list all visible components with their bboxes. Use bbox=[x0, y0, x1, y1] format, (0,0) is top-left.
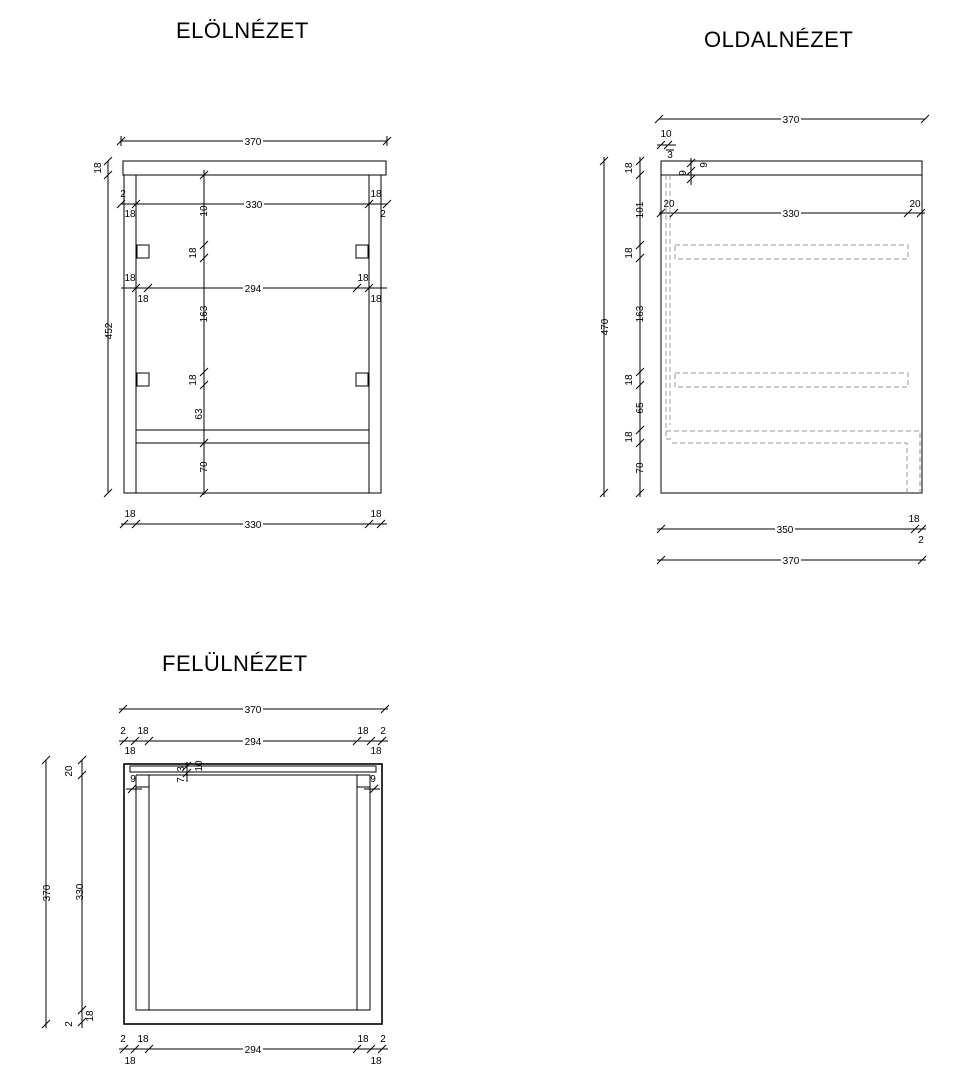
dim-label: 18 bbox=[188, 247, 199, 259]
dim-label: 18 bbox=[357, 726, 369, 737]
dim-label: 18 bbox=[624, 162, 635, 174]
top-view bbox=[42, 704, 389, 1067]
dim-label: 294 bbox=[244, 737, 262, 748]
front-side-left bbox=[124, 175, 136, 493]
dim-label: 9 bbox=[130, 774, 136, 785]
dim-label: 3 bbox=[667, 150, 673, 161]
dim-label: 9 bbox=[370, 774, 376, 785]
dim-label: 2 bbox=[380, 1034, 386, 1045]
dim-label: 2 bbox=[380, 209, 386, 220]
dim-label: 163 bbox=[199, 305, 210, 323]
dim-label: 370 bbox=[782, 115, 800, 126]
dim-label: 2 bbox=[120, 189, 126, 200]
side-view-title: OLDALNÉZET bbox=[704, 27, 854, 52]
dim-label: 10 bbox=[194, 760, 205, 772]
dim-label: 7 bbox=[176, 777, 187, 783]
dim-label: 18 bbox=[624, 374, 635, 386]
dim-label: 163 bbox=[635, 305, 646, 323]
dim-label: 2 bbox=[120, 726, 126, 737]
runner-notch bbox=[356, 373, 368, 386]
dim-label: 3 bbox=[176, 766, 187, 772]
dim-label: 370 bbox=[244, 137, 262, 148]
dim-label: 294 bbox=[244, 284, 262, 295]
dim-label: 20 bbox=[64, 765, 75, 777]
front-top-panel bbox=[123, 161, 386, 175]
dim-label: 101 bbox=[635, 201, 646, 219]
dim-label: 2 bbox=[120, 1034, 126, 1045]
top-body bbox=[124, 764, 382, 1024]
dim-label: 350 bbox=[776, 525, 794, 536]
dim-label: 65 bbox=[635, 402, 646, 414]
dim-label: 2 bbox=[380, 726, 386, 737]
front-side-right bbox=[369, 175, 381, 493]
dim-label: 18 bbox=[124, 209, 136, 220]
dim-label: 18 bbox=[908, 514, 920, 525]
dim-label: 18 bbox=[85, 1010, 96, 1022]
top-view-title: FELÜLNÉZET bbox=[162, 651, 308, 676]
dim-label: 18 bbox=[370, 1056, 382, 1067]
dim-label: 10 bbox=[660, 129, 672, 140]
drawer-hidden bbox=[675, 373, 908, 387]
dim-label: 2 bbox=[918, 535, 924, 546]
runner-notch bbox=[356, 245, 368, 258]
dim-label: 9 bbox=[678, 170, 689, 176]
dim-label: 370 bbox=[244, 705, 262, 716]
top-back-panel bbox=[130, 766, 376, 772]
dim-label: 370 bbox=[42, 884, 53, 902]
runner-notch bbox=[137, 245, 149, 258]
dim-label: 18 bbox=[137, 1034, 149, 1045]
dim-label: 18 bbox=[624, 431, 635, 443]
dim-label: 18 bbox=[370, 294, 382, 305]
front-view bbox=[93, 136, 391, 531]
dim-label: 18 bbox=[93, 162, 104, 174]
runner-notch bbox=[137, 373, 149, 386]
dim-label: 20 bbox=[663, 199, 675, 210]
dim-label: 70 bbox=[635, 462, 646, 474]
dim-label: 2 bbox=[64, 1021, 75, 1027]
dim-label: 18 bbox=[188, 374, 199, 386]
dim-label: 18 bbox=[124, 746, 136, 757]
drawer-hidden bbox=[675, 245, 908, 259]
dim-label: 18 bbox=[357, 273, 369, 284]
dim-label: 10 bbox=[199, 205, 210, 217]
dim-label: 330 bbox=[782, 209, 800, 220]
dim-label: 70 bbox=[199, 461, 210, 473]
dim-label: 18 bbox=[624, 247, 635, 259]
dim-label: 470 bbox=[600, 318, 611, 336]
dim-label: 20 bbox=[909, 199, 921, 210]
dim-label: 370 bbox=[782, 556, 800, 567]
dim-label: 18 bbox=[370, 509, 382, 520]
dim-label: 330 bbox=[75, 883, 86, 901]
dim-label: 294 bbox=[244, 1045, 262, 1056]
dim-label: 9 bbox=[699, 162, 710, 168]
front-view-title: ELÖLNÉZET bbox=[176, 18, 309, 43]
dim-label: 18 bbox=[137, 726, 149, 737]
dim-label: 18 bbox=[137, 294, 149, 305]
dim-label: 18 bbox=[124, 1056, 136, 1067]
dim-label: 18 bbox=[124, 509, 136, 520]
dim-label: 330 bbox=[245, 200, 263, 211]
dim-label: 63 bbox=[194, 408, 205, 420]
dim-label: 18 bbox=[370, 189, 382, 200]
dim-label: 18 bbox=[124, 273, 136, 284]
dim-label: 330 bbox=[244, 520, 262, 531]
dim-label: 18 bbox=[357, 1034, 369, 1045]
side-view bbox=[600, 114, 929, 567]
dim-label: 452 bbox=[104, 322, 115, 340]
dim-label: 18 bbox=[370, 746, 382, 757]
